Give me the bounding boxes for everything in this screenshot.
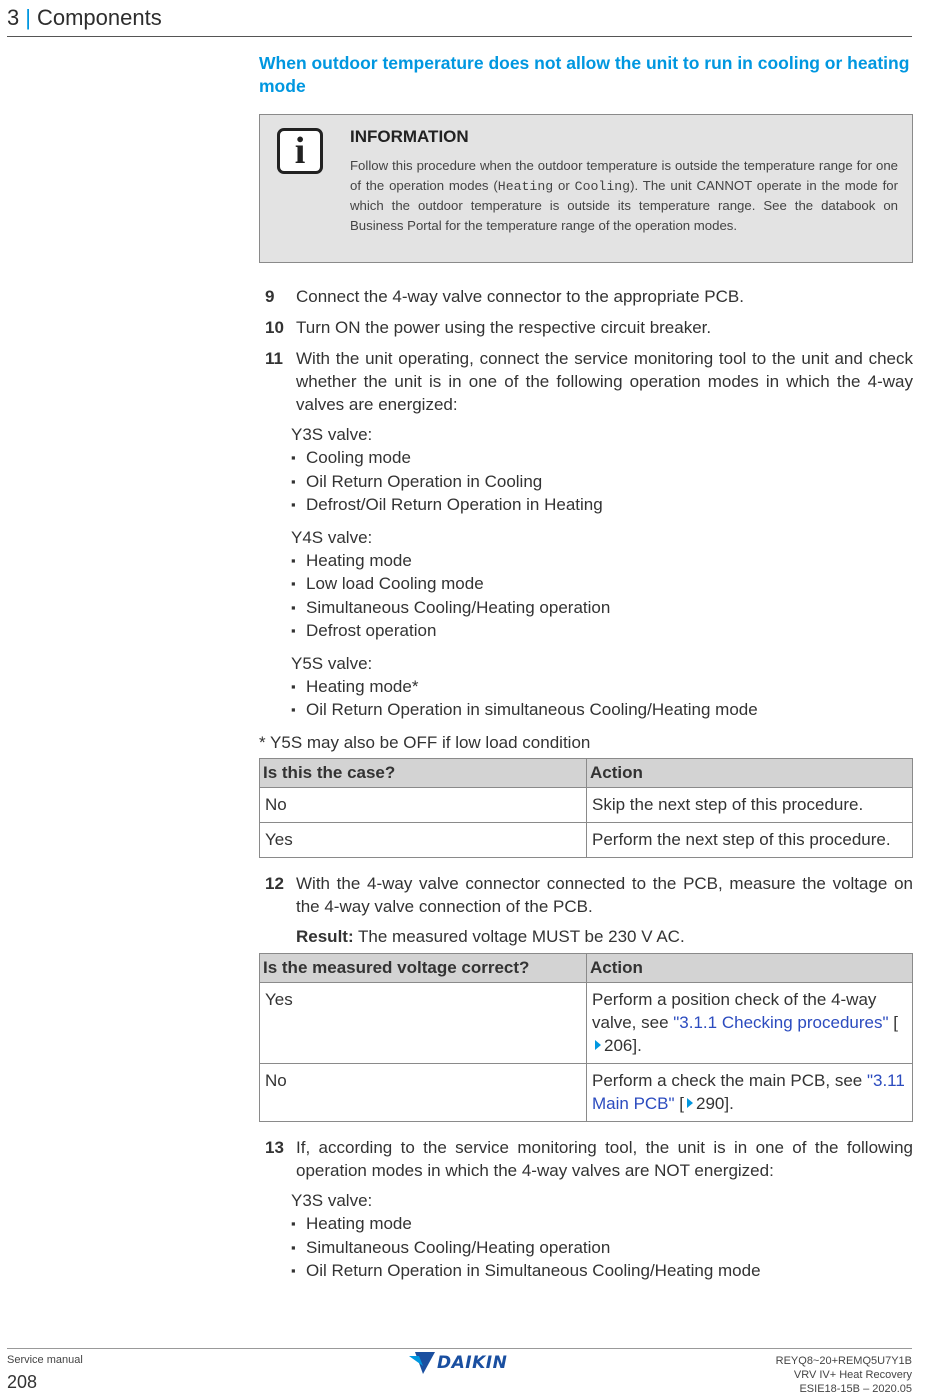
main-content [259,52,913,1283]
chapter-number: 3 [7,5,20,30]
info-icon: i [277,128,323,174]
model-code: REYQ8~20+REMQ5U7Y1B [775,1355,912,1367]
header-rule [7,36,912,37]
list-item: ▪ Low load Cooling mode [291,572,913,595]
table-header: Is the measured voltage correct? [260,953,587,982]
valve-group-y5s [259,652,913,722]
list-item: ▪ Simultaneous Cooling/Heating operation [291,596,913,619]
table-row: No Skip the next step of this procedure. [260,787,913,822]
list-item: ▪ Cooling mode [291,446,913,469]
info-text: Follow this procedure when the outdoor temperature is outside the temperature range for one of the operation modes (Heating or Cooling). The unit CANNOT operate in the mode for which the outdoor temperature is outside its temperature range. See the databook on Business Portal for the temperature range of the operation modes. [350,158,898,233]
table-header: Action [587,953,913,982]
case-table [259,758,913,858]
document-code: ESIE18-15B – 2020.05 [799,1383,912,1395]
daikin-logo [409,1352,507,1374]
list-item: ▪ Defrost/Oil Return Operation in Heating [291,493,913,516]
footer-rule [7,1348,912,1349]
table-row: Yes Perform the next step of this procedure. [260,822,913,857]
list-item: ▪ Simultaneous Cooling/Heating operation [291,1236,913,1259]
step-10: 10 Turn ON the power using the respective circuit breaker. [265,318,712,337]
table-header: Action [587,758,913,787]
footer-doc-info [776,1354,912,1396]
footnote: * Y5S may also be OFF if low load condition [259,732,591,752]
link-main-pcb[interactable]: "3.11 Main PCB" [592,1070,905,1113]
brand-name: DAIKIN [437,1353,508,1373]
page-number: 208 [7,1372,38,1392]
daikin-logo-mark-icon [409,1352,435,1374]
step-13: 13 If, according to the service monitoring tool, the unit is in one of the following operation modes in which the 4-way valves are NOT energized: [265,1137,913,1180]
step-9: 9 Connect the 4-way valve connector to the appropriate PCB. [265,287,744,306]
information-box [259,114,913,263]
chapter-title: Components [36,5,162,30]
list-item: ▪ Heating mode [291,549,913,572]
valve-group-y4s [259,526,913,643]
link-checking-procedures[interactable]: "3.1.1 Checking procedures" [673,1012,889,1032]
list-item: ▪ Oil Return Operation in simultaneous Cooling/Heating mode [291,698,913,721]
step-11: 11 With the unit operating, connect the service monitoring tool to the unit and check whether the unit is in one of the following operation modes in which the 4-way valves are energized: [265,349,913,414]
page-ref-arrow-icon [687,1098,693,1108]
product-series: VRV IV+ Heat Recovery [793,1369,912,1381]
header-separator: | [25,5,31,30]
page-header [7,5,162,31]
voltage-table [259,953,913,1122]
list-item: ▪ Oil Return Operation in Simultaneous Cooling/Heating mode [291,1259,913,1282]
valve-group-y3s [259,423,913,517]
info-title: INFORMATION [350,127,469,146]
list-item: ▪ Heating mode* [291,675,913,698]
list-item: ▪ Oil Return Operation in Cooling [291,470,913,493]
table-row: No Perform a check the main PCB, see "3.11 Main PCB" [ 290]. [260,1063,913,1121]
section-title: When outdoor temperature does not allow the unit to run in cooling or heating mode [259,53,910,96]
valve-label: Y3S valve: [291,425,373,444]
valve-label: Y3S valve: [291,1190,373,1210]
page-ref-arrow-icon [595,1040,601,1050]
list-item: ▪ Heating mode [291,1212,913,1235]
list-item: ▪ Defrost operation [291,619,913,642]
code-cooling: Cooling [574,178,631,194]
footer-doc-type: Service manual [7,1354,83,1366]
table-row: Yes Perform a position check of the 4-way valve, see "3.1.1 Checking procedures" [206]. [260,982,913,1063]
code-heating: Heating [497,178,554,194]
step-12-result: Result: The measured voltage MUST be 230 V AC. [296,926,685,946]
table-header: Is this the case? [260,758,587,787]
step-12: 12 With the 4-way valve connector connected to the PCB, measure the voltage on the 4-way valve connection of the PCB. [265,873,913,916]
valve-label: Y5S valve: [291,653,373,673]
valve-group-y3s-not-energized [259,1189,913,1283]
valve-label: Y4S valve: [291,527,373,547]
